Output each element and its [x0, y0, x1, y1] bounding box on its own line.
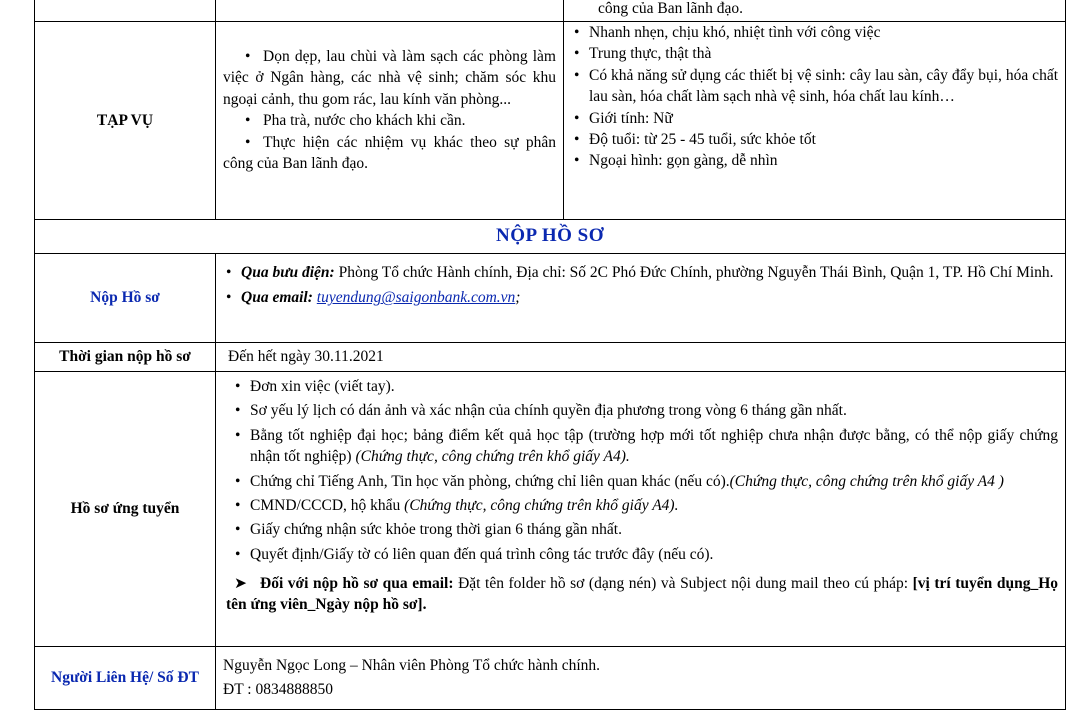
lien-he-content [216, 647, 1066, 710]
document-item: • Sơ yếu lý lịch có dán ảnh và xác nhận của chính quyền địa phương trong vòng 6 tháng gần nhất. [232, 400, 1058, 421]
document-item: • Bằng tốt nghiệp đại học; bảng điểm kết quả học tập (trường hợp mới tốt nghiệp chưa nhận được bằng, có thể nộp giấy chứng nhận tốt nghiệp) (Chứng thực, công chứng trên khổ giấy A4). [232, 425, 1058, 468]
document-item: • Quyết định/Giấy tờ có liên quan đến quá trình công tác trước đây (nếu có). [232, 544, 1058, 565]
contact-name: Nguyễn Ngọc Long – Nhân viên Phòng Tổ chức hành chính. [223, 657, 601, 674]
lien-he-label: Người Liên Hệ/ Số ĐT [35, 647, 216, 710]
recruitment-table [34, 0, 1066, 710]
thoi-gian-row [35, 343, 1066, 372]
nop-ho-so-content [216, 254, 1066, 343]
ho-so-row [35, 372, 1066, 647]
requirement-item: • Giới tính: Nữ [571, 108, 1058, 129]
duty-item: • Pha trà, nước cho khách khi cần. [245, 112, 466, 130]
ho-so-label: Hồ sơ ứng tuyển [35, 372, 216, 647]
ho-so-content [216, 372, 1066, 647]
contact-phone: ĐT : 0834888850 [223, 681, 333, 699]
document-item: • Giấy chứng nhận sức khỏe trong thời gian 6 tháng gần nhất. [232, 519, 1058, 540]
requirement-item: • Có khả năng sử dụng các thiết bị vệ sinh: cây lau sàn, cây đẩy bụi, hóa chất lau sàn, hóa chất làm sạch nhà vệ sinh, hóa chất lau kính… [571, 65, 1058, 108]
lien-he-row [35, 647, 1066, 710]
email-note: ➤ Đối với nộp hồ sơ qua email: Đặt tên folder hồ sơ (dạng nén) và Subject nội dung mail theo cú pháp: [vị trí tuyển dụng_Họ tên ứng viên_Ngày nộp hồ sơ]. [226, 575, 1059, 614]
email-link[interactable]: tuyendung@saigonbank.com.vn [316, 289, 516, 307]
requirement-item: • Trung thực, thật thà [571, 43, 1058, 64]
section-row [35, 220, 1066, 254]
thoi-gian-value: Đến hết ngày 30.11.2021 [216, 343, 1066, 372]
nop-ho-so-row [35, 254, 1066, 343]
previous-row-text: công của Ban lãnh đạo. [564, 0, 1066, 22]
document-item: • Đơn xin việc (viết tay). [232, 376, 1058, 397]
tap-vu-label: TẠP VỤ [35, 22, 216, 220]
duty-item: • Thực hiện các nhiệm vụ khác theo sự phân công của Ban lãnh đạo. [223, 133, 556, 172]
tap-vu-row [35, 22, 1066, 220]
document-item: • Chứng chỉ Tiếng Anh, Tin học văn phòng, chứng chỉ liên quan khác (nếu có).(Chứng thực, công chứng trên khổ giấy A4 ) [232, 471, 1058, 492]
tap-vu-requirements [564, 22, 1066, 220]
requirement-item: • Ngoại hình: gọn gàng, dễ nhìn [571, 150, 1058, 171]
requirement-item: • Nhanh nhẹn, chịu khó, nhiệt tình với công việc [571, 22, 1058, 43]
previous-row [35, 0, 1066, 22]
duty-item: • Dọn dẹp, lau chùi và làm sạch các phòng làm việc ở Ngân hàng, các nhà vệ sinh; chăm sóc khu ngoại cảnh, thu gom rác, lau kính văn phòng... [223, 48, 556, 108]
post-method: • Qua bưu điện: Phòng Tổ chức Hành chính, Địa chỉ: Số 2C Phó Đức Chính, phường Nguyễn Thái Bình, Quận 1, TP. Hồ Chí Minh. [223, 262, 1058, 283]
requirement-item: • Độ tuổi: từ 25 - 45 tuổi, sức khỏe tốt [571, 129, 1058, 150]
document-item: • CMND/CCCD, hộ khẩu (Chứng thực, công chứng trên khổ giấy A4). [232, 495, 1058, 516]
section-title: NỘP HỒ SƠ [35, 220, 1066, 254]
email-method: • Qua email: tuyendung@saigonbank.com.vn; [223, 287, 1058, 308]
nop-ho-so-label: Nộp Hồ sơ [35, 254, 216, 343]
thoi-gian-label: Thời gian nộp hồ sơ [35, 343, 216, 372]
arrow-icon: ➤ [234, 575, 247, 592]
tap-vu-duties [216, 22, 564, 220]
